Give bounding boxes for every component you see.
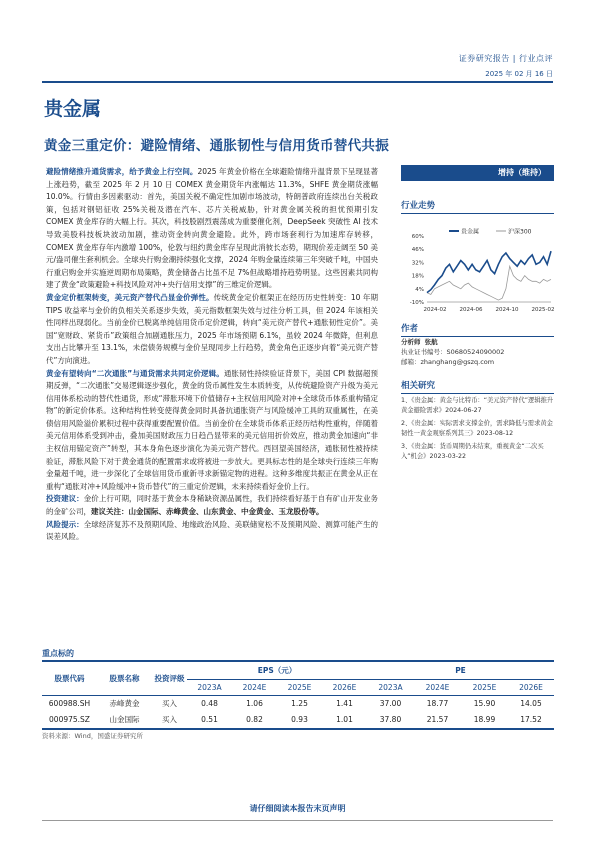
cell-value: 18.99: [473, 714, 496, 724]
header-year: 2024E: [242, 682, 267, 692]
y-tick-label: 46%: [411, 247, 424, 254]
header-pe: PE: [367, 663, 554, 679]
table-source: 资料来源：Wind，国盛证券研究所: [42, 732, 143, 740]
paragraph-5-text: 全球经济复苏不及预期风险、地缘政治风险、美联储宽松不及预期风险、测算可能产生的误差风险。: [46, 519, 378, 542]
related-item[interactable]: 1、《贵金属：黄金与比特币：“美元资产替代”逻辑推升黄金避险需求》2024-06-27: [401, 397, 554, 414]
table-row: [42, 695, 554, 711]
industry-trend-chart: [401, 222, 554, 322]
paragraph-3-text: 通胀韧性持续验证背景下，美国 CPI 数据超预期反弹，“二次通胀”交易逻辑逐步强化，黄金的货币属性发生本质转变，从传统避险资产升级为美元信用体系松动的替代性通货，形成“滞胀环境下价值储存+主权信用风险对冲+全球货币体系重构锚定物”的新定价体系。这种结构性转变使得黄金同时具备抗通胀资产与风险缓冲工具的双重属性，在美债信用风险溢价累积过程中获得重要配置价值。当前金价在全球货币体系正经历结构性重构，伴随着美元信用体系受到冲击，叠加美国财政压力日趋凸显带来的美元信用折价效应，推动黄金加速向“非主权信用锚定资产”转型，其本身角色逐步演化为美元资产替代。西回望美国经济，通胀韧性被持续验证，滞胀风险下对于黄金通货的配置需求或将被进一步放大。更具标志性的是全球央行连续三年购金量超千吨，进一步深化了全球信用货币重新寻求新锚定物的进程。这种多维度共振正在黄金从正在重构“通胀对冲+风险缓冲+货币替代”的三重定价逻辑，未来持续看好金价上行。: [46, 368, 378, 491]
cell-code: 600988.SH: [48, 698, 91, 708]
paragraph-4: [46, 493, 378, 518]
legend-label-metal: 贵金属: [461, 228, 480, 236]
header-divider: [42, 81, 553, 83]
author-block: [401, 337, 554, 367]
report-subtitle: 黄金三重定价：避险情绪、通胀韧性与信用货币替代共振: [44, 138, 389, 154]
cell-name: 赤峰黄金: [109, 698, 140, 708]
paragraph-1-text: 2025 年黄金价格在全球避险情绪升温背景下呈现显著上涨趋势，截至 2025 年 2 月 10 日 COMEX 黄金期货年内涨幅达 11.3%，SHFE 黄金期货涨幅 10.0%。行情由多因素驱动：首先，美国关税不确定性加剧市场波动，特朗普政府连续出台关税政策，包括对钢铝征收 25%关税及潜在汽车、芯片关税威胁，针对黄金属关税的担忧预期引发 COMEX 黄金库存的大幅上行。其次，科技股剧烈震荡成为重要催化剂，DeepSeek 突破性 AI 技术导致美股科技板块波动加剧，推动资金转向黄金避险。此外，跨市场套利行为加速库存转移，COMEX 黄金库存年内激增 100%，伦敦与纽约黄金库存呈现此消彼长态势，期现价差走阔至 50 美元/盎司催生套利机会。全球央行购金潮持续强化支撑，2024 年购金量连续第三年突破千吨，中国央行重启购金并实施逆周期布局策略，黄金储备占比虽不足 7%但战略增持趋势明显。这些因素共同构建了黄金“政策避险+科技风险对冲+央行信用支撑”的三维定价逻辑。: [46, 167, 378, 290]
header-eps: EPS（元）: [187, 663, 367, 679]
header-stock-code: 股票代码: [54, 674, 85, 684]
paragraph-1-lead: 避险情绪推升通货需求，给予黄金上行空间。: [46, 167, 198, 176]
page-title: 贵金属: [44, 98, 102, 120]
analyst-label: 分析师: [401, 338, 421, 346]
main-body: [46, 166, 378, 544]
key-stocks-table: [42, 663, 554, 727]
analyst-row: [401, 337, 554, 347]
cell-value: 1.01: [336, 714, 353, 724]
y-tick-label: 4%: [415, 286, 424, 293]
paragraph-4-text: 金价上行可期，同时基于黄金本身稀缺资源品属性，我们持续看好基于自有矿山开发业务的金矿公司，: [46, 494, 378, 517]
header-stock-name: 股票名称: [109, 674, 140, 684]
table-top-rule: [42, 660, 554, 662]
paragraph-4-strong: 建议关注：山金国际、赤峰黄金、山东黄金、中金黄金、玉龙股份等。: [91, 507, 324, 517]
authors-section-title: 作者: [401, 322, 554, 337]
y-tick-label: -10%: [409, 300, 424, 306]
cell-value: 1.06: [246, 698, 263, 708]
rating-badge: 增持（维持）: [401, 165, 554, 181]
header-year: 2026E: [519, 682, 543, 692]
paragraph-5: [46, 519, 378, 544]
related-item[interactable]: 3、《贵金属：货币周期仍未结束，重视黄金“二次买入”机会》2023-03-22: [401, 443, 544, 460]
analyst-name: 张航: [424, 338, 438, 346]
cell-code: 000975.SZ: [49, 714, 90, 724]
series-line-hs300: [427, 266, 551, 300]
paragraph-3: [46, 368, 378, 494]
x-tick-label: 2025-02: [531, 307, 554, 313]
y-tick-label: 60%: [411, 234, 424, 240]
cell-value: 21.57: [426, 714, 449, 724]
paragraph-5-lead: 风险提示：: [46, 519, 84, 529]
header-year: 2025E: [472, 682, 497, 692]
header-year: 2023A: [378, 682, 403, 692]
cell-name: 山金国际: [109, 714, 140, 724]
paragraph-2-lead: 黄金定价框架转变，美元资产替代凸显金价弹性。: [46, 292, 214, 302]
cell-rating: 买入: [162, 698, 177, 708]
series-line-metal: [427, 251, 551, 293]
legend-label-hs300: 沪深300: [508, 228, 532, 236]
cell-value: 1.25: [291, 698, 308, 708]
paragraph-4-lead: 投资建议：: [46, 494, 84, 504]
y-tick-label: 18%: [411, 273, 424, 280]
related-section-title: 相关研究: [401, 379, 554, 394]
paragraph-3-lead: 黄金有望转向“二次通胀”与通货需求共同定价逻辑。: [46, 368, 224, 378]
cell-value: 1.41: [336, 698, 353, 708]
cell-value: 0.51: [201, 714, 218, 724]
footer-rule: [42, 820, 553, 821]
table-row: [42, 711, 554, 727]
trend-section-title: 行业走势: [401, 199, 554, 214]
paragraph-1: [46, 166, 378, 292]
analyst-email: 邮箱：zhanghang@gszq.com: [401, 358, 495, 366]
table-title: 重点标的: [42, 649, 74, 658]
cell-value: 14.05: [520, 698, 542, 708]
x-tick-label: 2024-10: [495, 307, 519, 313]
chart-legend: [449, 228, 532, 236]
paragraph-2: [46, 292, 378, 368]
cell-value: 37.80: [379, 714, 402, 724]
license-number: 执业证书编号：S0680524090002: [401, 348, 505, 356]
related-list: [401, 396, 554, 462]
x-tick-label: 2024-02: [423, 307, 447, 313]
y-tick-label: 32%: [411, 260, 424, 267]
header-rating: 投资评级: [154, 674, 185, 684]
cell-rating: 买入: [162, 714, 177, 724]
related-item[interactable]: 2、《贵金属：实际需求支撑金价，需求降低与需求黄金韧性一黄金观察系列其三》2023-08-12: [401, 420, 553, 437]
header-year: 2024E: [425, 682, 450, 692]
cell-value: 37.00: [379, 698, 402, 708]
x-tick-label: 2024-06: [459, 307, 483, 313]
header-year: 2023A: [197, 682, 222, 692]
paragraph-2-text: 传统黄金定价框架正在经历历史性转变：10 年期 TIPS 收益率与金价的负相关关系逐步失效，美元指数框架失效与过往分析工具，但 2024 年该相关性同样出现弱化。当前金价已脱离单纯信用货币定价逻辑，转向“美元资产替代+通胀韧性定价”。美国“宽财政、紧货币”政策组合加剧通胀压力，2025 年市场预期 6.1%，虽较 2024 年微降，但利息支出占比攀升至 13.1%，未偿债务规模与金价呈现同步上行趋势，黄金角色正逐步向着“美元资产替代”方向演进。: [46, 292, 378, 365]
cell-value: 17.52: [520, 714, 542, 724]
chart-x-axis: [424, 307, 554, 313]
cell-value: 18.77: [426, 698, 449, 708]
cell-value: 0.93: [291, 714, 308, 724]
header-year: 2025E: [287, 682, 312, 692]
cell-value: 0.48: [201, 698, 218, 708]
cell-value: 15.90: [473, 698, 496, 708]
header-year: 2026E: [332, 682, 357, 692]
table-bottom-rule: [42, 728, 554, 730]
footer-disclaimer: 请仔细阅读本报告末页声明: [249, 804, 346, 813]
cell-value: 0.82: [246, 714, 263, 724]
report-date: 2025 年 02 月 16 日: [485, 70, 553, 78]
report-type-label: 证券研究报告 | 行业点评: [458, 54, 553, 63]
